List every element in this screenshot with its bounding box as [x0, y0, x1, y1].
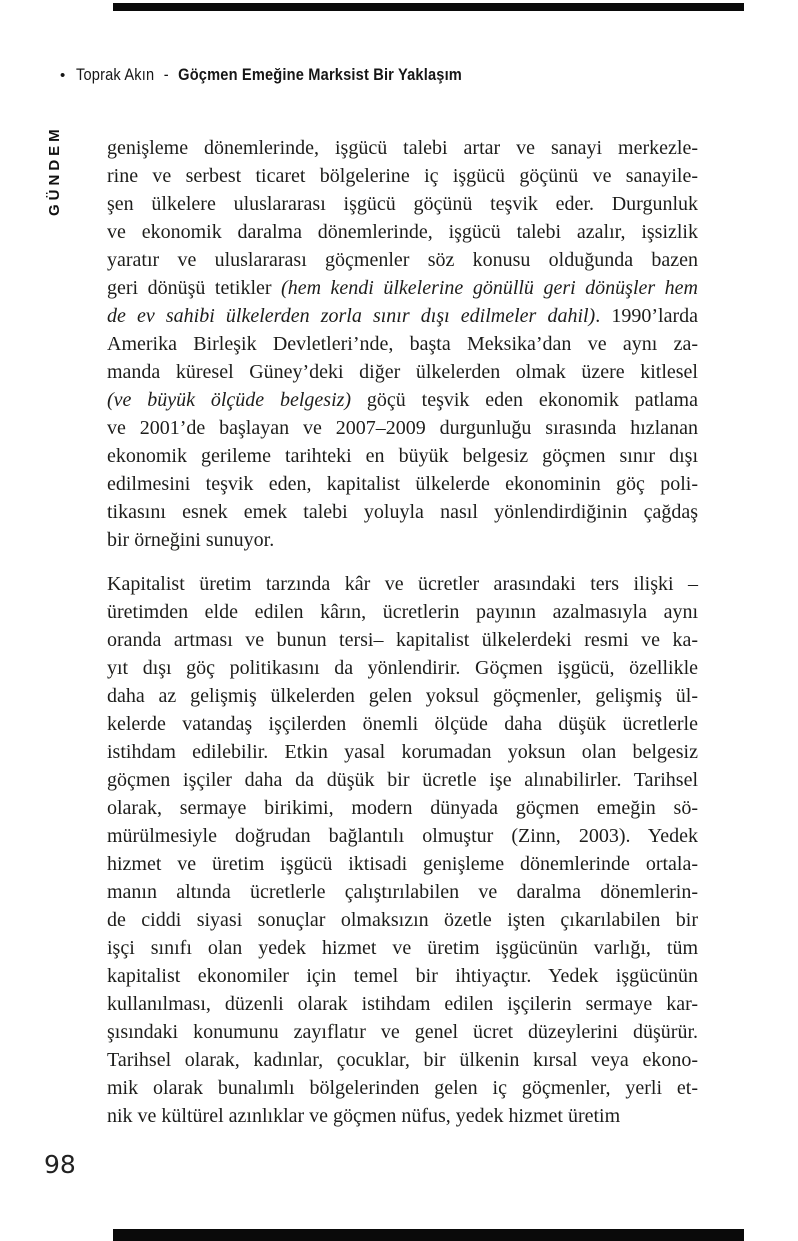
text-line	[107, 850, 698, 878]
header-title: Göçmen Emeğine Marksist Bir Yaklaşım	[178, 65, 463, 84]
text-line	[107, 302, 698, 330]
scan-edge-bottom-bar	[113, 1229, 744, 1241]
text-line	[107, 570, 698, 598]
text-segment: olarak, sermaye birikimi, modern dünyada göçmen emeğin sö-	[107, 797, 698, 819]
text-segment: edilmesini teşvik eden, kapitalist ülkelerde ekonominin göç poli-	[107, 473, 698, 495]
body-text	[107, 134, 698, 1130]
page-number: 98	[44, 1150, 76, 1179]
text-line	[107, 1046, 698, 1074]
scan-edge-top-bar	[113, 3, 744, 11]
text-line	[107, 626, 698, 654]
italic-text-segment: (ve büyük ölçüde belgesiz)	[107, 389, 352, 411]
text-line	[107, 598, 698, 626]
text-line	[107, 682, 698, 710]
text-line	[107, 330, 698, 358]
text-segment: geri dönüşü tetikler	[107, 277, 282, 299]
text-segment: genişleme dönemlerinde, işgücü talebi artar ve sanayi merkezle-	[107, 137, 698, 159]
text-line	[107, 710, 698, 738]
text-segment: Amerika Birleşik Devletleri’nde, başta Meksika’dan ve aynı za-	[107, 333, 698, 355]
text-line	[107, 990, 698, 1018]
text-line	[107, 1018, 698, 1046]
text-line	[107, 274, 698, 302]
text-segment: tikasını esnek emek talebi yoluyla nasıl yönlendirdiğinin çağdaş	[107, 501, 698, 523]
text-segment: ve 2001’de başlayan ve 2007–2009 durgunluğu sırasında hızlanan	[107, 417, 698, 439]
paragraph	[107, 570, 698, 1130]
text-line	[107, 358, 698, 386]
text-segment: şısındaki konumunu zayıflatır ve genel ücret düzeylerini düşürür.	[107, 1021, 698, 1043]
section-label-gundem: GÜNDEM	[46, 125, 63, 216]
text-segment: şen ülkelere uluslararası işgücü göçünü teşvik eder. Durgunluk	[107, 193, 698, 215]
text-line	[107, 246, 698, 274]
text-line	[107, 878, 698, 906]
text-line	[107, 386, 698, 414]
text-line	[107, 1074, 698, 1102]
text-segment: oranda artması ve bunun tersi– kapitalist ülkelerdeki resmi ve ka-	[107, 629, 698, 651]
running-header-text	[76, 65, 462, 85]
running-header	[60, 64, 525, 86]
text-segment: de ciddi siyasi sonuçlar olmaksızın özetle işten çıkarılabilen bir	[107, 909, 698, 931]
text-segment: ekonomik gerileme tarihteki en büyük belgesiz göçmen sınır dışı	[107, 445, 698, 467]
text-segment: . 1990’larda	[595, 305, 698, 327]
text-line	[107, 470, 698, 498]
text-segment: kelerde vatandaş işçilerden önemli ölçüde daha düşük ücretlerle	[107, 713, 698, 735]
text-line	[107, 526, 698, 554]
text-line	[107, 766, 698, 794]
text-segment: yaratır ve uluslararası göçmenler söz konusu olduğunda bazen	[107, 249, 698, 271]
text-segment: bir örneğini sunuyor.	[107, 529, 275, 551]
text-segment: nik ve kültürel azınlıklar ve göçmen nüfus, yedek hizmet üretim	[107, 1105, 621, 1127]
text-segment: hizmet ve üretim işgücü iktisadi genişleme dönemlerinde ortala-	[107, 853, 698, 875]
text-segment: manda küresel Güney’deki diğer ülkelerden olmak üzere kitlesel	[107, 361, 698, 383]
text-line	[107, 414, 698, 442]
text-line	[107, 498, 698, 526]
text-line	[107, 906, 698, 934]
header-author: Toprak Akın	[76, 65, 155, 84]
text-line	[107, 134, 698, 162]
text-segment: kullanılması, düzenli olarak istihdam edilen işçilerin sermaye kar-	[107, 993, 698, 1015]
text-line	[107, 218, 698, 246]
text-line	[107, 190, 698, 218]
italic-text-segment: de ev sahibi ülkelerden zorla sınır dışı edilmeler dahil)	[107, 305, 596, 327]
text-segment: kapitalist ekonomiler için temel bir ihtiyaçtır. Yedek işgücünün	[107, 965, 698, 987]
text-segment: mik olarak bunalımlı bölgelerinden gelen iç göçmenler, yerli et-	[107, 1077, 698, 1099]
text-line	[107, 794, 698, 822]
text-segment: üretimden elde edilen kârın, ücretlerin payının azalmasıyla aynı	[107, 601, 698, 623]
text-line	[107, 822, 698, 850]
text-segment: manın altında ücretlerle çalıştırılabilen ve daralma dönemlerin-	[107, 881, 698, 903]
text-line	[107, 654, 698, 682]
bullet-icon: •	[60, 66, 66, 84]
text-segment: işçi sınıfı olan yedek hizmet ve üretim işgücünün varlığı, tüm	[107, 937, 698, 959]
paragraph	[107, 134, 698, 554]
italic-text-segment: (hem kendi ülkelerine gönüllü geri dönüşler hem	[281, 277, 698, 299]
text-line	[107, 738, 698, 766]
text-segment: göçü teşvik eden ekonomik patlama	[351, 389, 698, 411]
text-line	[107, 962, 698, 990]
text-line	[107, 934, 698, 962]
text-segment: göçmen işçiler daha da düşük bir ücretle işe alınabilirler. Tarihsel	[107, 769, 698, 791]
text-segment: daha az gelişmiş ülkelerden gelen yoksul göçmenler, gelişmiş ül-	[107, 685, 698, 707]
text-segment: Kapitalist üretim tarzında kâr ve ücretler arasındaki ters ilişki –	[107, 573, 698, 595]
text-segment: mürülmesiyle doğrudan bağlantılı olmuştur (Zinn, 2003). Yedek	[107, 825, 698, 847]
text-segment: Tarihsel olarak, kadınlar, çocuklar, bir ülkenin kırsal veya ekono-	[107, 1049, 698, 1071]
text-line	[107, 1102, 698, 1130]
text-segment: yıt dışı göç politikasını da yönlendirir. Göçmen işgücü, özellikle	[107, 657, 698, 679]
text-segment: rine ve serbest ticaret bölgelerine iç işgücü göçünü ve sanayile-	[107, 165, 698, 187]
text-segment: ve ekonomik daralma dönemlerinde, işgücü talebi azalır, işsizlik	[107, 221, 698, 243]
text-line	[107, 442, 698, 470]
text-segment: istihdam edilebilir. Etkin yasal korumadan yoksun olan belgesiz	[107, 741, 698, 763]
header-separator: -	[163, 65, 170, 84]
text-line	[107, 162, 698, 190]
